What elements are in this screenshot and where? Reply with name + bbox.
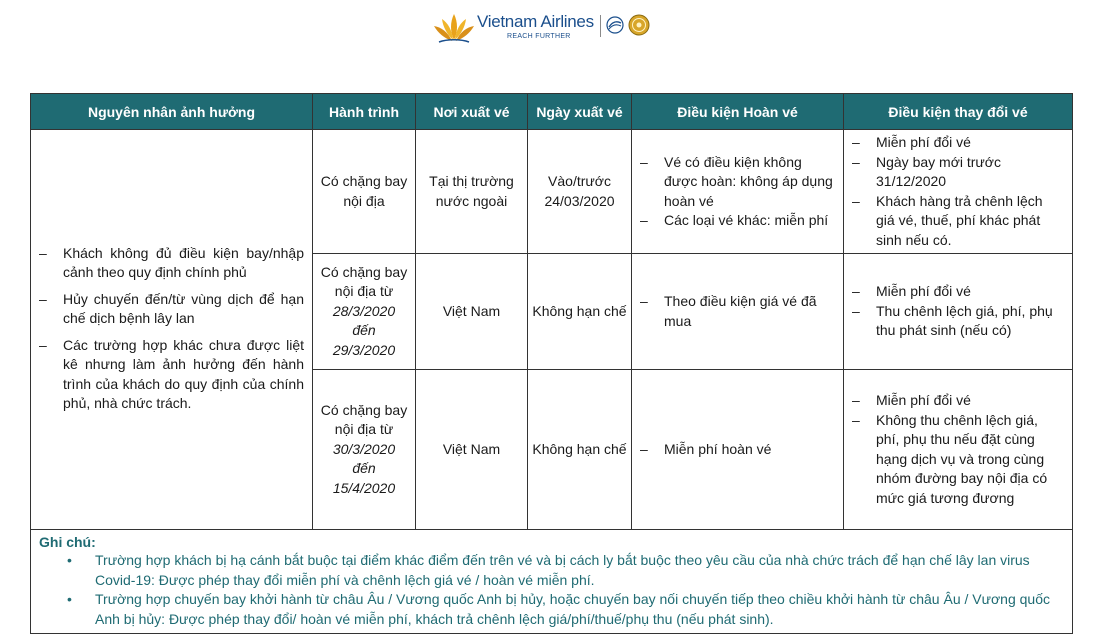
change-item: – Miễn phí đổi vé <box>852 133 1064 153</box>
cause-item: – Hủy chuyến đến/từ vùng dịch để hạn chế dịch bệnh lây lan <box>39 290 304 329</box>
note-item: • Trường hợp chuyến bay khởi hành từ châu Âu / Vương quốc Anh bị hủy, hoặc chuyến bay nối chuyến tiếp theo chiều khởi hành từ châu Âu / Vương quốc Anh bị hủy: Được phép thay đổi/ hoàn vé miễn phí, khách trả chênh lệch giá/phí/thuế/phụ thu (nếu phát sinh). <box>39 590 1064 629</box>
header-cause: Nguyên nhân ảnh hưởng <box>31 94 313 130</box>
route-to-date: 15/4/2020 <box>332 479 396 496</box>
route-cell <box>313 370 416 530</box>
change-item: – Không thu chênh lệch giá, phí, phụ thu nếu đặt cùng hạng dịch vụ và trong cùng nhóm đường bay nội địa có mức giá tương đương <box>852 411 1064 509</box>
route-prefix: Có chặng bay nội địa từ <box>320 263 408 300</box>
award-seal-icon <box>628 14 650 36</box>
table-row <box>31 130 1073 254</box>
notes-row <box>31 530 1073 634</box>
route-to-word: đến <box>352 460 376 477</box>
header-route: Hành trình <box>313 94 416 130</box>
lotus-logo-icon <box>433 12 475 44</box>
ticket-conditions-table <box>30 93 1073 634</box>
issue-place-cell: Tại thị trường nước ngoài <box>416 130 528 254</box>
table-header-row <box>31 94 1073 130</box>
change-cell <box>844 370 1073 530</box>
change-cell <box>844 130 1073 254</box>
refund-item: – Miễn phí hoàn vé <box>640 440 835 460</box>
logo-divider <box>600 15 601 37</box>
change-item: – Thu chênh lệch giá, phí, phụ thu phát sinh (nếu có) <box>852 302 1064 341</box>
change-item: – Khách hàng trả chênh lệch giá vé, thuế, phí khác phát sinh nếu có. <box>852 192 1064 251</box>
route-to-word: đến <box>352 322 376 339</box>
route-cell: Có chặng bay nội địa <box>313 130 416 254</box>
route-prefix: Có chặng bay nội địa từ <box>320 401 408 438</box>
change-cell <box>844 254 1073 370</box>
route-from-date: 30/3/2020 <box>332 440 396 457</box>
issue-date-cell: Vào/trước 24/03/2020 <box>528 130 632 254</box>
notes-cell <box>31 530 1073 634</box>
skyteam-icon <box>605 15 625 35</box>
cause-cell <box>31 130 313 530</box>
change-item: – Miễn phí đổi vé <box>852 282 1064 302</box>
header-refund: Điều kiện Hoàn vé <box>632 94 844 130</box>
brand-name: Vietnam Airlines <box>477 12 594 31</box>
issue-date-cell: Không hạn chế <box>528 254 632 370</box>
route-cell <box>313 254 416 370</box>
refund-item: – Theo điều kiện giá vé đã mua <box>640 292 835 331</box>
brand-tagline: REACH FURTHER <box>507 33 571 40</box>
header-issue-date: Ngày xuất vé <box>528 94 632 130</box>
refund-cell <box>632 370 844 530</box>
route-to-date: 29/3/2020 <box>332 341 396 358</box>
refund-item: – Vé có điều kiện không được hoàn: không áp dụng hoàn vé <box>640 153 835 212</box>
route-from-date: 28/3/2020 <box>332 302 396 319</box>
change-item: – Miễn phí đổi vé <box>852 391 1064 411</box>
header-change: Điều kiện thay đổi vé <box>844 94 1073 130</box>
issue-place-cell: Việt Nam <box>416 370 528 530</box>
cause-item: – Khách không đủ điều kiện bay/nhập cảnh theo quy định chính phủ <box>39 244 304 283</box>
header-issue-place: Nơi xuất vé <box>416 94 528 130</box>
refund-cell <box>632 254 844 370</box>
refund-cell <box>632 130 844 254</box>
vietnam-airlines-logo <box>433 12 650 52</box>
note-item: • Trường hợp khách bị hạ cánh bắt buộc tại điểm khác điểm đến trên vé và bị cách ly bắt buộc theo yêu cầu của nhà chức trách để hạn chế lây lan virus Covid-19: Được phép thay đổi miễn phí và chênh lệch giá vé / hoàn vé miễn phí. <box>39 551 1064 590</box>
issue-date-cell: Không hạn chế <box>528 370 632 530</box>
refund-item: – Các loại vé khác: miễn phí <box>640 211 835 231</box>
cause-item: – Các trường hợp khác chưa được liệt kê nhưng làm ảnh hưởng đến hành trình của khách do quy định của chính phủ, nhà chức trách. <box>39 336 304 414</box>
change-item: – Ngày bay mới trước 31/12/2020 <box>852 153 1064 192</box>
notes-title: Ghi chú: <box>39 534 96 550</box>
issue-place-cell: Việt Nam <box>416 254 528 370</box>
